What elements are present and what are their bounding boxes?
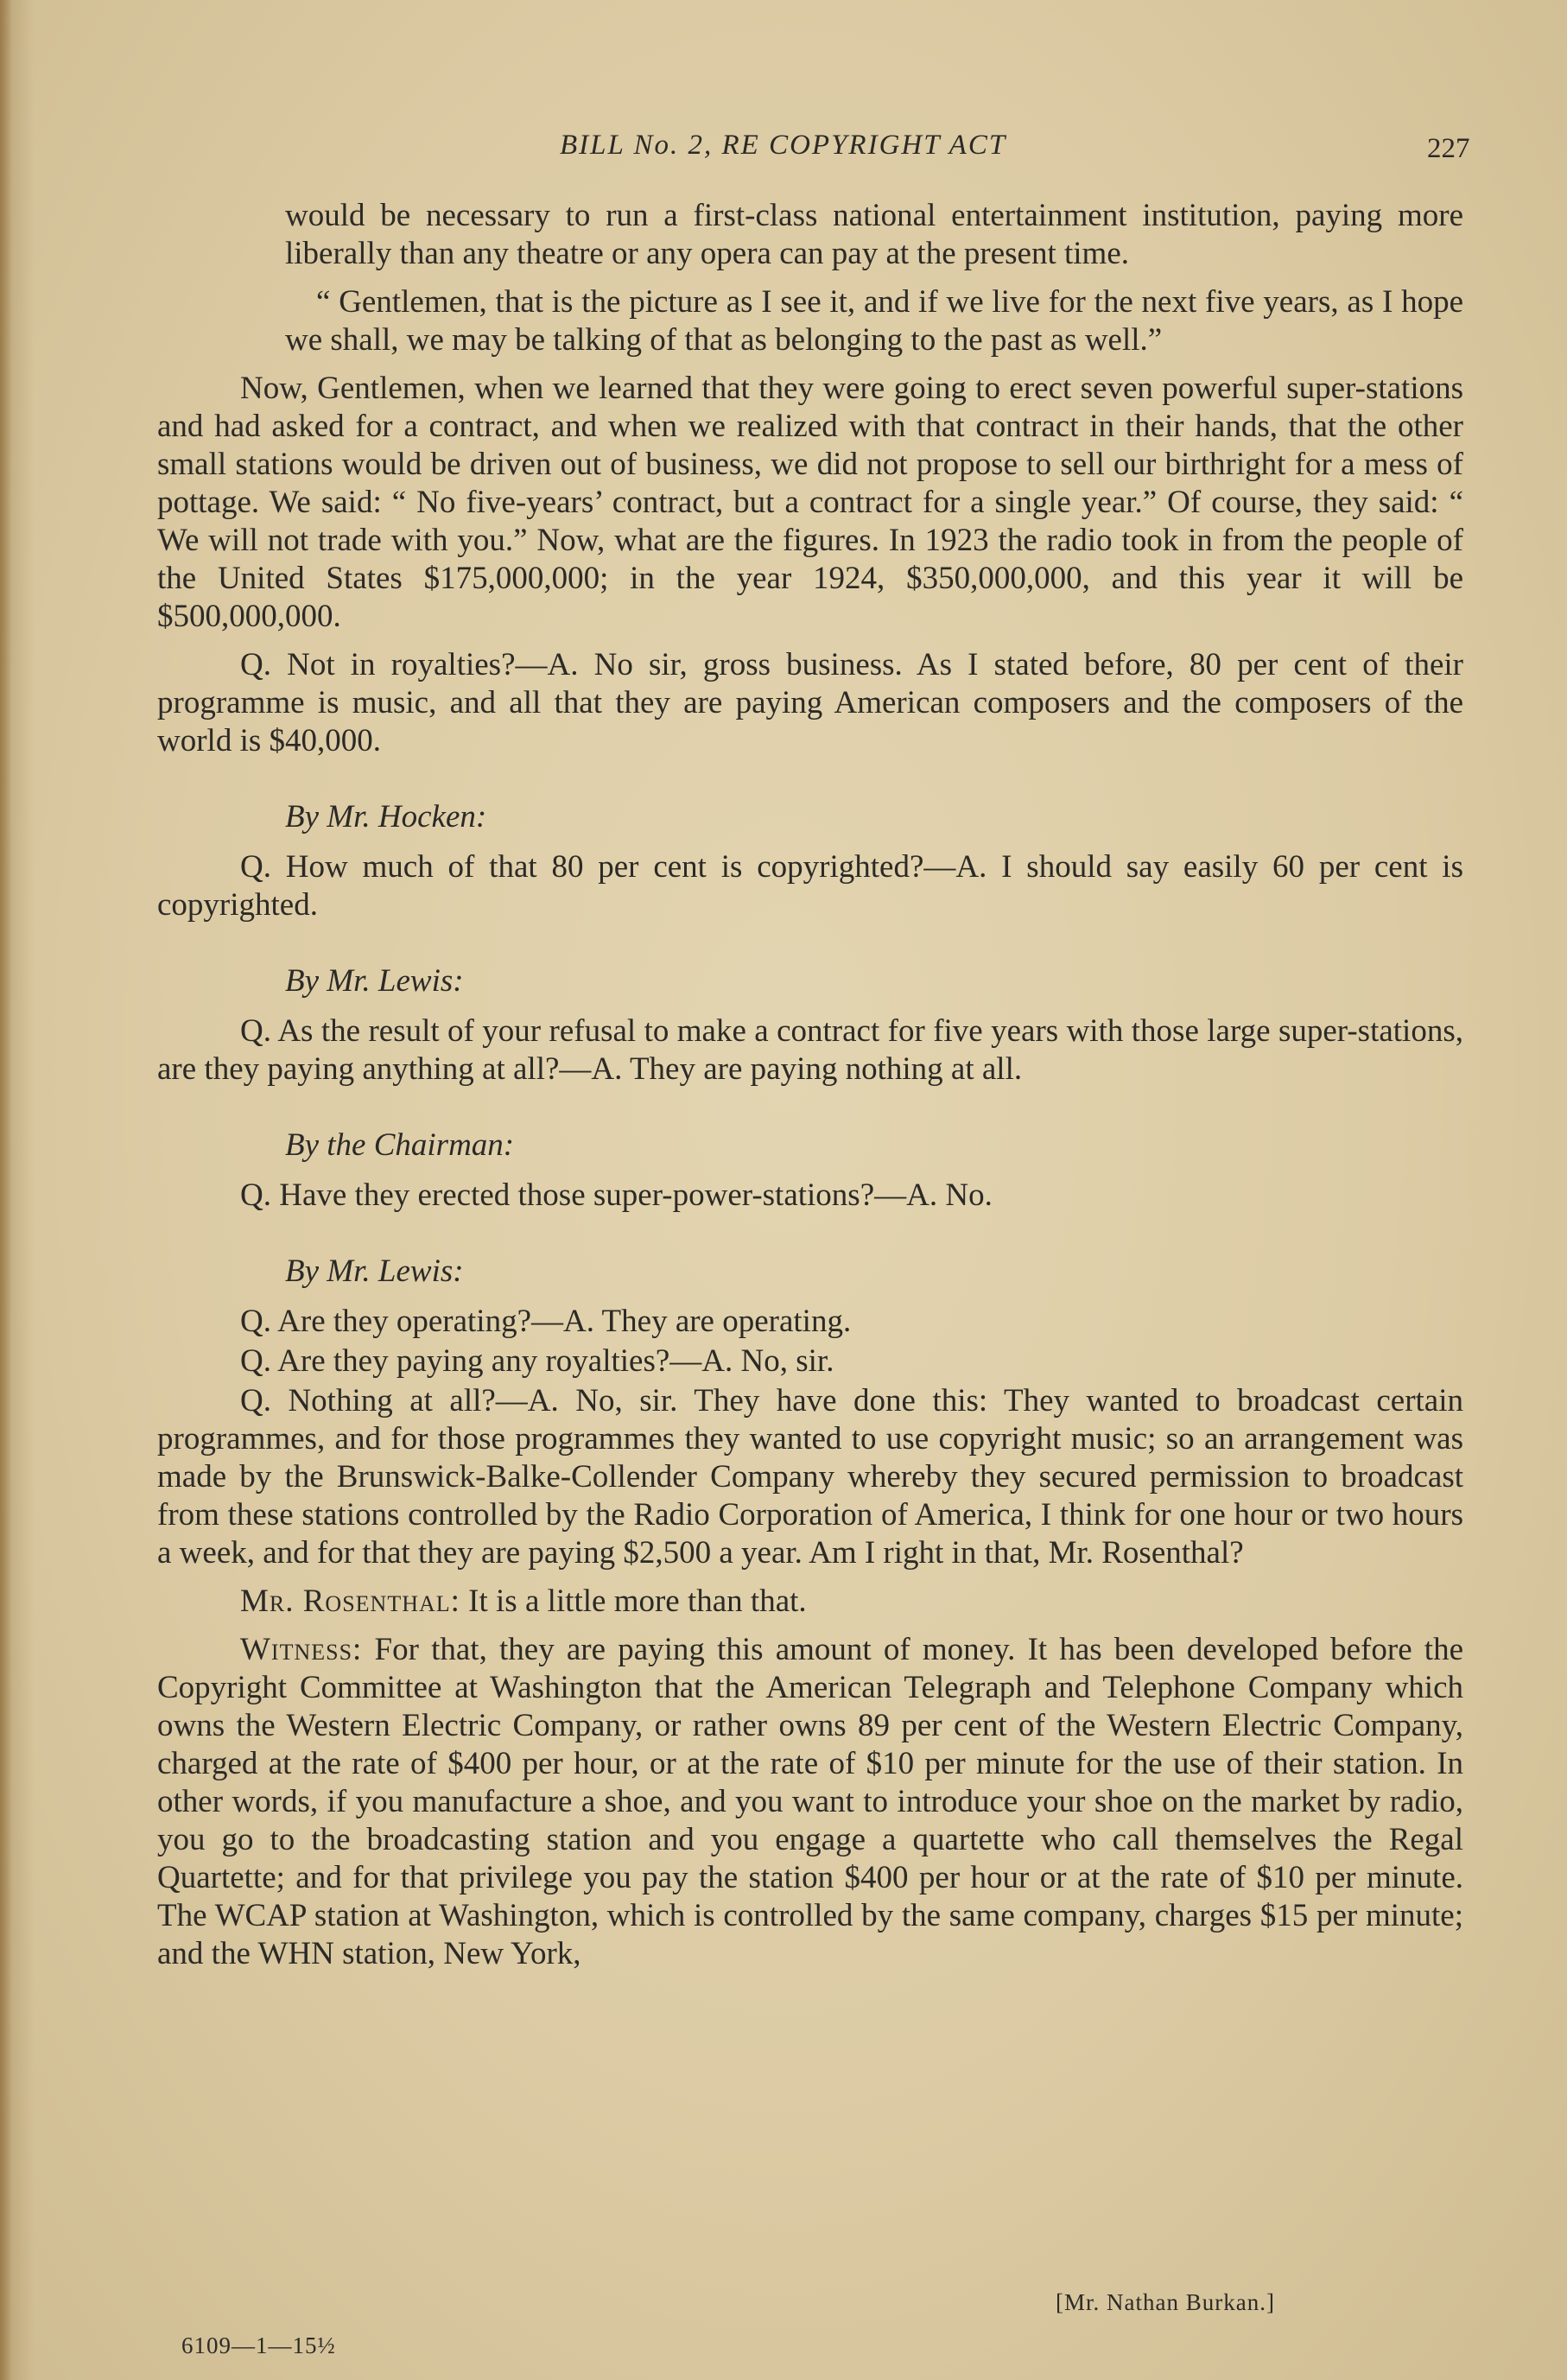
paragraph-paying-question: Q. Are they paying any royalties?—A. No, sir. [240, 1343, 834, 1379]
catchword: [Mr. Nathan Burkan.] [1056, 2289, 1275, 2315]
running-head: BILL No. 2, RE COPYRIGHT ACT [560, 130, 1007, 161]
examiner-heading-lewis-2: By Mr. Lewis: [285, 1253, 464, 1289]
printer-mark: 6109—1—15½ [181, 2332, 336, 2358]
speaker-text: For that, they are paying this amount of money. It has been developed before the Copyright Committee at Washington that the American Telegraph and Telephone Company which owns the Western Electric Company, or rather owns 89 per cent of the Western Electric Company, charged at the rate of $400 per hour, or at the rate of $10 per minute for the use of their station. In other words, if you manufacture a shoe, and you want to introduce your shoe on the market by radio, you go to the broadcasting station and you engage a quartette who call themselves the Regal Quartette; and for that privilege you pay the station $400 per hour or at the rate of $10 per minute. The WCAP station at Washington, which is controlled by the same company, charges $15 per minute; and the WHN station, New York, [157, 1632, 1463, 1971]
body-text [157, 197, 1463, 1983]
page-header [0, 130, 1567, 173]
examiner-heading-chairman: By the Chairman: [285, 1127, 515, 1163]
speaker-text: It is a little more than that. [460, 1583, 807, 1619]
speaker-name: Witness: [240, 1632, 363, 1667]
examiner-heading-lewis: By Mr. Lewis: [285, 963, 464, 999]
paragraph-quote-gentlemen: “ Gentlemen, that is the picture as I see it, and if we live for the next five years, as I hope we shall, we may be talking of that as belonging to the past as well.” [285, 284, 1463, 358]
paragraph-refusal-question: Q. As the result of your refusal to make a contract for five years with those large super-stations, are they paying anything at all?—A. They are paying nothing at all. [157, 1013, 1463, 1087]
paragraph-copyrighted-question: Q. How much of that 80 per cent is copyrighted?—A. I should say easily 60 per cent is copyrighted. [157, 849, 1463, 923]
paragraph-quote-continuation: would be necessary to run a first-class national entertainment institution, paying more liberally than any theatre or any opera can pay at the present time. [285, 198, 1463, 271]
paragraph-erected-question: Q. Have they erected those super-power-stations?—A. No. [240, 1177, 993, 1213]
paragraph-nothing-question: Q. Nothing at all?—A. No, sir. They have done this: They wanted to broadcast certain programmes, and for those programmes they wanted to use copyright music; so an arrangement was made by the Brunswick-Balke-Collender Company whereby they secured permission to broadcast from these stations controlled by the Radio Corporation of America, I think for one hour or two hours a week, and for that they are paying $2,500 a year. Am I right in that, Mr. Rosenthal? [157, 1383, 1463, 1571]
page-number: 227 [1427, 133, 1470, 164]
paragraph-operating-question: Q. Are they operating?—A. They are operating. [240, 1304, 852, 1339]
speaker-name: Mr. Rosenthal: [240, 1583, 460, 1619]
examiner-heading-hocken: By Mr. Hocken: [285, 799, 487, 835]
paragraph-rosenthal [157, 1583, 1463, 1621]
paragraph-super-stations: Now, Gentlemen, when we learned that they were going to erect seven powerful super-stations and had asked for a contract, and when we realized with that contract in their hands, that the other small stations would be driven out of business, we did not propose to sell our birthright for a mess of pottage. We said: “ No five-years’ contract, but a contract for a single year.” Of course, they said: “ We will not trade with you.” Now, what are the figures. In 1923 the radio took in from the people of the United States $175,000,000; in the year 1924, $350,000,000, and this year it will be $500,000,000. [157, 371, 1463, 634]
paragraph-witness [157, 1631, 1463, 1973]
paragraph-royalties-question: Q. Not in royalties?—A. No sir, gross business. As I stated before, 80 per cent of their programme is music, and all that they are paying American composers and the composers of the world is $40,000. [157, 647, 1463, 758]
binding-edge [0, 0, 12, 2380]
